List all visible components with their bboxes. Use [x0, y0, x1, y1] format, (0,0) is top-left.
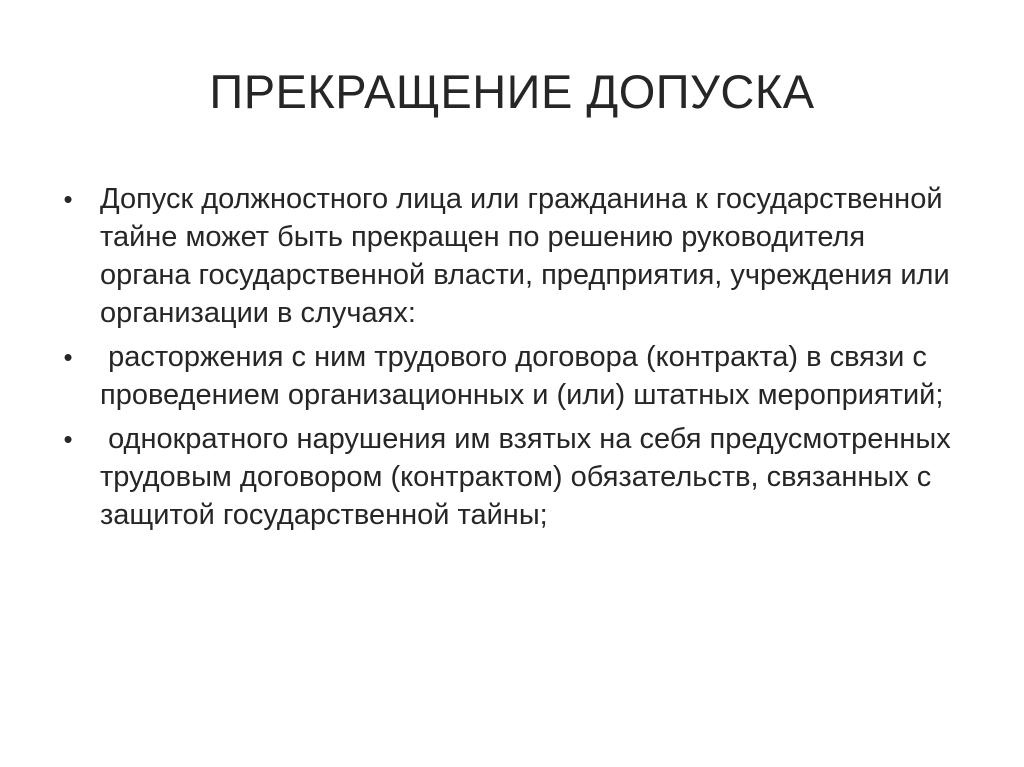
list-item-text: Допуск должностного лица или гражданина к государственной тайне может быть прекращен по решению руководителя органа государственной власти, предприятия, учреждения или организации в случаях:	[100, 183, 950, 329]
bullet-icon: •	[63, 342, 73, 372]
bullet-icon: •	[63, 424, 73, 454]
bullet-icon: •	[63, 184, 73, 214]
list-item	[58, 420, 958, 534]
slide-title: ПРЕКРАЩЕНИЕ ДОПУСКА	[209, 65, 815, 118]
list-item-text: расторжения с ним трудового договора (контракта) в связи с проведением организационных и (или) штатных мероприятий;	[100, 341, 944, 411]
list-item	[58, 338, 958, 414]
list-item-text: однократного нарушения им взятых на себя предусмотренных трудовым договором (контрактом) обязательств, связанных с защитой государственной тайны;	[100, 423, 959, 531]
list-item	[58, 180, 958, 332]
bullet-list	[58, 180, 958, 540]
